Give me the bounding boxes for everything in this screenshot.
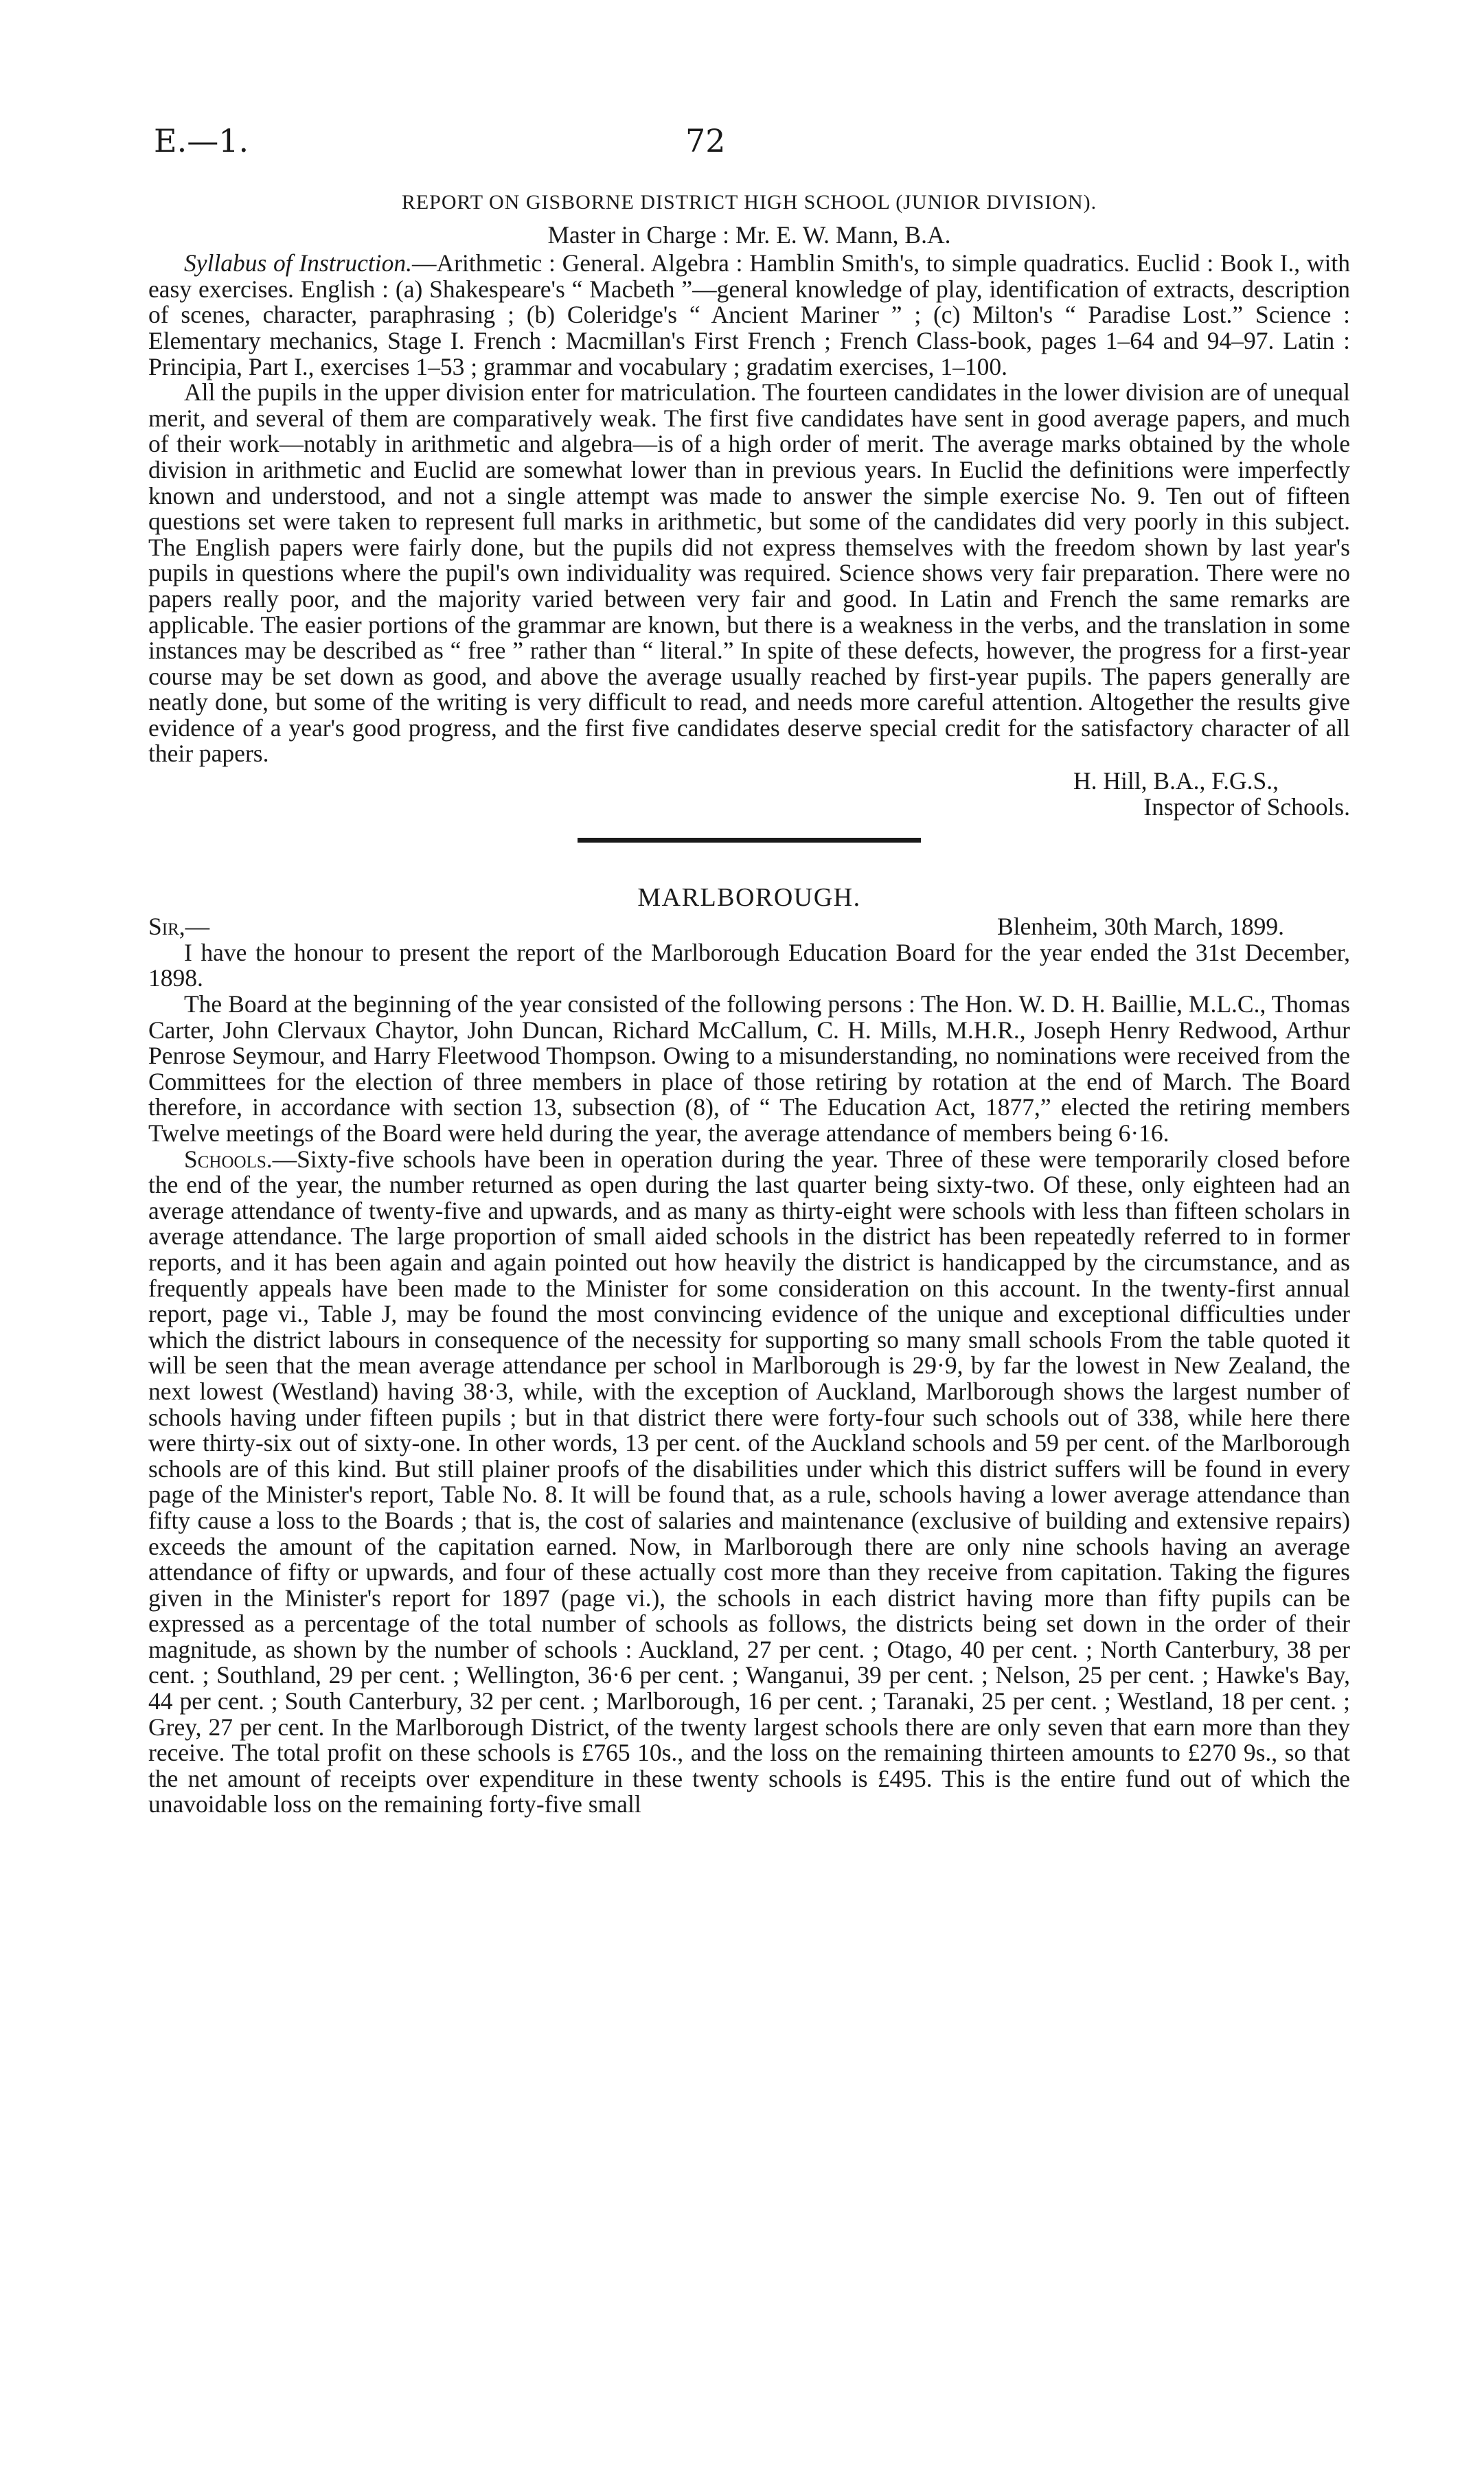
section-divider bbox=[578, 838, 921, 843]
body-column bbox=[148, 190, 1350, 1818]
signature-name: H. Hill, B.A., F.G.S., bbox=[1073, 767, 1279, 795]
syllabus-text: —Arithmetic : General. Algebra : Hamblin Smith's, to simple quadratics. Euclid : Book I., with easy exercises. English : (a) Shakespeare's “ Macbeth ”—general knowledge of play, identification of extracts, description of scenes, character, paraphrasing ; (b) Coleridge's “ Ancient Mariner ” ; (c) Milton's “ Paradise Lost.” Science : Elementary mechanics, Stage I. French : Macmillan's First French ; French Class-book, pages 1–64 and 94–97. Latin : Principia, Part I., exercises 1–53 ; grammar and vocabulary ; gradatim exercises, 1–100. bbox=[148, 249, 1350, 380]
signature-title: Inspector of Schools. bbox=[1143, 792, 1350, 821]
schools-text: —Sixty-five schools have been in operation during the year. Three of these were temporarily closed before the end of the year, the number returned as open during the last quarter being sixty-two. Of these, only eighteen had an average attendance of twenty-five and upwards, and as many as thirty-eight were schools with less than fifteen scholars in average attendance. The large proportion of small aided schools in the district has been repeatedly referred to in former reports, and it has been again and again pointed out how heavily the district is handicapped by the circumstance, and as frequently appeals have been made to the Minister for some consideration on this account. In the twenty-first annual report, page vi., Table J, may be found the most convincing evidence of the unique and exceptional difficulties under which the district labours in consequence of the necessity for supporting so many small schools From the table quoted it will be seen that the mean average attendance per school in Marlborough is 29·9, by far the lowest in New Zealand, the next lowest (Westland) having 38·3, while, with the exception of Auckland, Marlborough shows the largest number of schools having under fifteen pupils ; but in that district there were forty-four such schools out of 338, while here there were thirty-six out of sixty-one. In other words, 13 per cent. of the Auckland schools and 59 per cent. of the Marlborough schools are of this kind. But still plainer proofs of the disabilities under which this district suffers will be found in every page of the Minister's report, Table No. 8. It will be found that, as a rule, schools having a lower average attendance than fifty cause a loss to the Boards ; that is, the cost of salaries and maintenance (exclusive of building and extensive repairs) exceeds the amount of the capitation earned. Now, in Marlborough there are only nine schools having an average attendance of fifty or upwards, and four of these actually cost more than they receive from capitation. Taking the figures given in the Minister's report for 1897 (page vi.), the schools in each district having more than fifty pupils can be expressed as a percentage of the total number of schools as follows, the districts being set down in the order of their magnitude, as shown by the number of schools : Auckland, 27 per cent. ; Otago, 40 per cent. ; North Canterbury, 38 per cent. ; Southland, 29 per cent. ; Wellington, 36·6 per cent. ; Wanganui, 39 per cent. ; Nelson, 25 per cent. ; Hawke's Bay, 44 per cent. ; South Canterbury, 32 per cent. ; Marlborough, 16 per cent. ; Taranaki, 25 per cent. ; Westland, 18 per cent. ; Grey, 27 per cent. In the Marlborough District, of the twenty largest schools there are only seven that earn more than they receive. The total profit on these schools is £765 10s., and the loss on the remaining thirteen amounts to £270 9s., so that the net amount of receipts over expenditure in these twenty schools is £495. This is the entire fund out of which the unavoidable loss on the remaining forty-five small bbox=[148, 1145, 1350, 1818]
marlborough-report bbox=[148, 885, 1350, 1818]
page-number: 72 bbox=[685, 122, 726, 159]
report-paragraph: All the pupils in the upper division enter for matriculation. The fourteen candidates in the lower division are of unequal merit, and several of them are comparatively weak. The first five candidates have sent in good average papers, and much of their work—notably in arithmetic and algebra—is of a high order of merit. The average marks obtained by the whole division in arithmetic and Euclid are somewhat lower than in previous years. In Euclid the definitions were imperfectly known and understood, and not a single attempt was made to answer the simple exercise No. 9. Ten out of fifteen questions set were taken to represent full marks in arithmetic, but some of the candidates did very poorly in this subject. The English papers were fairly done, but the pupils did not express themselves with the freedom shown by last year's pupils in questions where the pupil's own individuality was required. Science shows very fair preparation. There were no papers really poor, and the majority varied between very fair and good. In Latin and French the same remarks are applicable. The easier portions of the grammar are known, but there is a weakness in the verbs, and the translation in some instances may be described as “ free ” rather than “ literal.” In spite of these defects, however, the progress for a first-year course may be set down as good, and above the average usually reached by first-year pupils. The papers generally are neatly done, but some of the writing is very difficult to read, and needs more careful attention. Altogether the results give evidence of a year's good progress, and the first five candidates deserve special credit for the satisfactory character of all their papers. bbox=[148, 378, 1350, 768]
marlborough-title: MARLBOROUGH. bbox=[637, 883, 861, 913]
gisborne-report bbox=[148, 190, 1350, 820]
dateline: Blenheim, 30th March, 1899. bbox=[996, 912, 1284, 940]
schools-paragraph bbox=[148, 1147, 1350, 1818]
gisborne-report-title: REPORT ON GISBORNE DISTRICT HIGH SCHOOL (JUNIOR DIVISION). bbox=[401, 191, 1097, 214]
schools-label: Schools. bbox=[184, 1145, 273, 1173]
salutation-row bbox=[148, 914, 1350, 940]
running-header bbox=[148, 122, 1350, 163]
master-in-charge: Master in Charge : Mr. E. W. Mann, B.A. bbox=[547, 220, 951, 249]
syllabus-label: Syllabus of Instruction. bbox=[184, 249, 413, 277]
inspector-signature bbox=[148, 768, 1350, 820]
intro-paragraph: I have the honour to present the report of the Marlborough Education Board for the year ended the 31st December, 1898. bbox=[148, 938, 1350, 992]
board-paragraph: The Board at the beginning of the year consisted of the following persons : The Hon. W. D. H. Baillie, M.L.C., Thomas Carter, John Clervaux Chaytor, John Duncan, Richard McCallum, C. H. Mills, M.H.R., Joseph Henry Redwood, Arthur Penrose Seymour, and Harry Fleetwood Thompson. Owing to a misunderstanding, no nominations were received from the Committees for the election of three members in place of those retiring by rotation at the end of March. The Board therefore, in accordance with section 13, subsection (8), of “ The Education Act, 1877,” elected the retiring members Twelve meetings of the Board were held during the year, the average attendance of members being 6·16. bbox=[148, 990, 1350, 1147]
salutation: Sir,— bbox=[148, 912, 210, 940]
document-code: E.—1. bbox=[154, 122, 249, 159]
syllabus-paragraph bbox=[148, 251, 1350, 380]
